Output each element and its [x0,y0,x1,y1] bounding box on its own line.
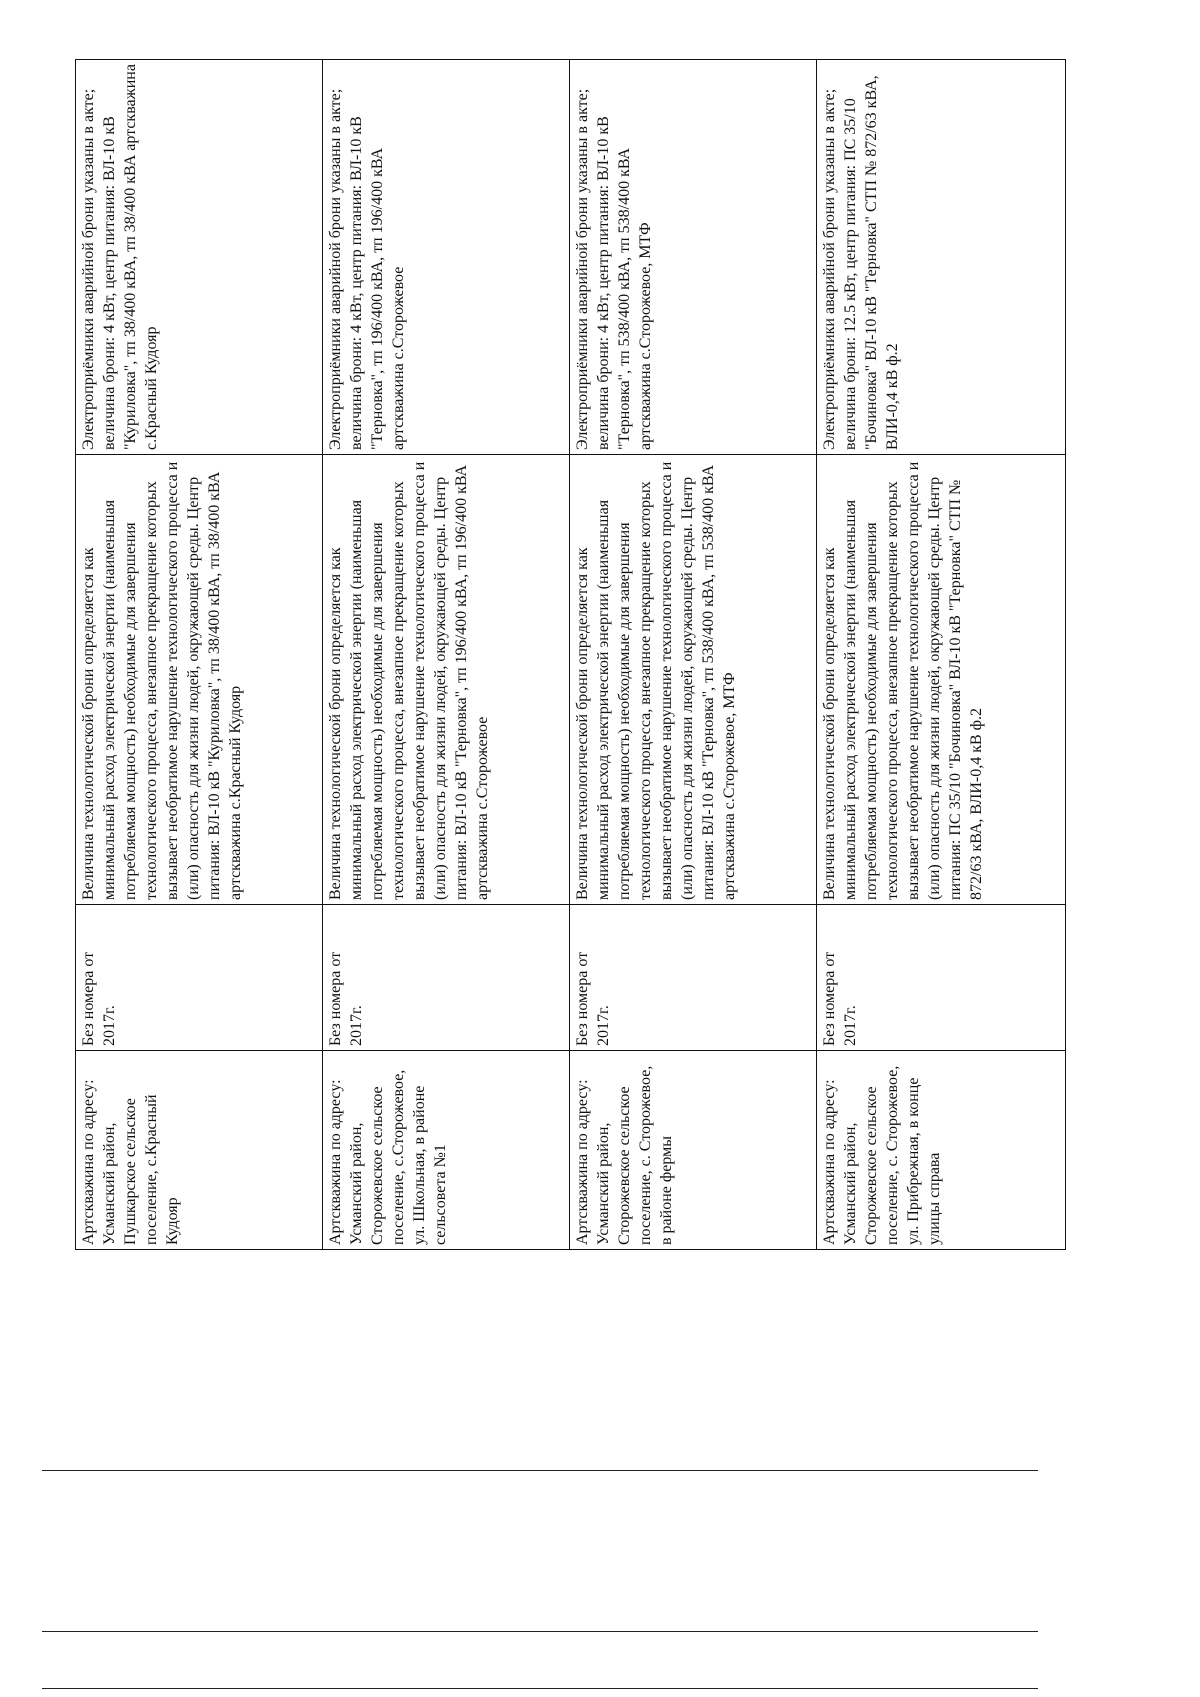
cell-object: Артскважина по адресу: Усманский район, Сторожевское сельское поселение, с. Сторожевое, в районе фермы [570,1051,817,1250]
cell-emergency-reserve: Электроприёмники аварийной брони указаны в акте; величина брони: 4 кВт, центр питания: ВЛ-10 кВ "Терновка", тп 196/400 кВА, тп 196/400 кВА артскважина с.Сторожевое [323,60,570,455]
rotated-table-container [75,60,1065,1250]
cell-technological-reserve: Величина технологической брони определяется как минимальный расход электрической энергии (наименьшая потребляемая мощность) необходимые для завершения технологического процесса, внезапное прекращение которых вызывает необратимое нарушение технологического процесса и (или) опасность для жизни людей, окружающей среды. Центр питания: ВЛ-10 кВ "Куриловка", тп 38/400 кВА, тп 38/400 кВА артскважина с.Красный Кудояр [76,455,323,905]
horizontal-rule [42,1470,1038,1471]
cell-object: Артскважина по адресу: Усманский район, Сторожевское сельское поселение, с.Сторожевое, ул. Школьная, в районе сельсовета №1 [323,1051,570,1250]
cell-document: Без номера от 2017г. [323,905,570,1051]
cell-object: Артскважина по адресу: Усманский район, Сторожевское сельское поселение, с. Сторожевое, ул. Прибрежная, в конце улицы справа [817,1051,1066,1250]
cell-emergency-reserve: Электроприёмники аварийной брони указаны в акте; величина брони: 4 кВт, центр питания: ВЛ-10 кВ "Терновка", тп 538/400 кВА, тп 538/400 кВА артскважина с.Сторожевое, МТФ [570,60,817,455]
cell-document: Без номера от 2017г. [76,905,323,1051]
cell-emergency-reserve: Электроприёмники аварийной брони указаны в акте; величина брони: 12.5 кВт, центр питания: ПС 35/10 "Бочиновка" ВЛ-10 кВ "Терновка" СТП № 872/63 кВА, ВЛИ-0,4 кВ ф.2 [817,60,1066,455]
emergency-reserve-table [75,59,1066,1250]
cell-document: Без номера от 2017г. [570,905,817,1051]
cell-emergency-reserve: Электроприёмники аварийной брони указаны в акте; величина брони: 4 кВт, центр питания: ВЛ-10 кВ "Куриловка", тп 38/400 кВА, тп 38/400 кВА артскважина с.Красный Кудояр [76,60,323,455]
table-row [323,60,570,1250]
cell-technological-reserve: Величина технологической брони определяется как минимальный расход электрической энергии (наименьшая потребляемая мощность) необходимые для завершения технологического процесса, внезапное прекращение которых вызывает необратимое нарушение технологического процесса и (или) опасность для жизни людей, окружающей среды. Центр питания: ВЛ-10 кВ "Терновка", тп 196/400 кВА, тп 196/400 кВА артскважина с.Сторожевое [323,455,570,905]
cell-object: Артскважина по адресу: Усманский район, Пушкарское сельское поселение, с.Красный Кудояр [76,1051,323,1250]
horizontal-rule [42,1688,1038,1689]
table-row [570,60,817,1250]
table-row [76,60,323,1250]
cell-technological-reserve: Величина технологической брони определяется как минимальный расход электрической энергии (наименьшая потребляемая мощность) необходимые для завершения технологического процесса, внезапное прекращение которых вызывает необратимое нарушение технологического процесса и (или) опасность для жизни людей, окружающей среды. Центр питания: ВЛ-10 кВ "Терновка", тп 538/400 кВА, тп 538/400 кВА артскважина с.Сторожевое, МТФ [570,455,817,905]
cell-technological-reserve: Величина технологической брони определяется как минимальный расход электрической энергии (наименьшая потребляемая мощность) необходимые для завершения технологического процесса, внезапное прекращение которых вызывает необратимое нарушение технологического процесса и (или) опасность для жизни людей, окружающей среды. Центр питания: ПС 35/10 "Бочиновка" ВЛ-10 кВ "Терновка" СТП № 872/63 кВА, ВЛИ-0,4 кВ ф.2 [817,455,1066,905]
cell-document: Без номера от 2017г. [817,905,1066,1051]
horizontal-rule [42,1631,1038,1632]
table-row [817,60,1066,1250]
